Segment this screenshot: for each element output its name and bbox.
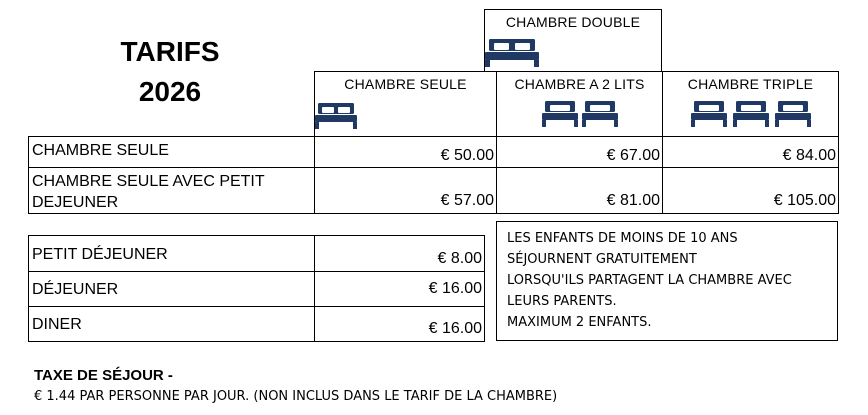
rate-price: € 81.00 <box>606 192 660 209</box>
twin-beds-icon <box>497 99 662 127</box>
header-label: CHAMBRE A 2 LITS <box>514 76 645 92</box>
tax-title: TAXE DE SÉJOUR - <box>34 367 173 384</box>
meal-label: DÉJEUNER <box>28 271 315 307</box>
rate-cell <box>496 136 663 168</box>
children-note-line: MAXIMUM 2 ENFANTS. <box>507 315 652 330</box>
rate-cell <box>662 167 839 214</box>
rate-cell <box>314 167 497 214</box>
triple-beds-icon <box>663 99 838 127</box>
title-line-1: TARIFS <box>120 36 220 67</box>
rate-row-label: CHAMBRE SEULE <box>28 136 315 168</box>
double-bed-icon <box>485 37 661 67</box>
children-note-line: LORSQU'ILS PARTAGENT LA CHAMBRE AVEC <box>507 273 792 288</box>
tax-text: € 1.44 PAR PERSONNE PAR JOUR. (NON INCLUS DANS LE TARIF DE LA CHAMBRE) <box>34 389 558 404</box>
header-chambre-2-lits <box>496 71 663 137</box>
title-line-2: 2026 <box>138 76 202 107</box>
header-chambre-seule <box>314 71 497 137</box>
meal-price-cell <box>314 271 485 307</box>
header-label: CHAMBRE SEULE <box>344 76 467 92</box>
rate-cell <box>662 136 839 168</box>
children-note-line: LES ENFANTS DE MOINS DE 10 ANS <box>507 231 738 246</box>
children-note <box>496 221 838 341</box>
meal-price: € 8.00 <box>437 250 482 267</box>
rate-price: € 57.00 <box>440 192 494 209</box>
children-note-line: LEURS PARENTS. <box>507 294 617 309</box>
rate-price: € 105.00 <box>773 192 836 209</box>
meal-label: PETIT DÉJEUNER <box>28 235 315 272</box>
double-bed-icon <box>315 101 496 129</box>
header-label: CHAMBRE DOUBLE <box>505 14 641 30</box>
header-chambre-double <box>484 9 662 72</box>
rate-row-label: CHAMBRE SEULE AVEC PETIT DEJEUNER <box>28 167 315 214</box>
meal-price: € 16.00 <box>428 280 482 297</box>
rate-price: € 67.00 <box>606 147 660 164</box>
children-note-line: SÉJOURNENT GRATUITEMENT <box>507 252 697 267</box>
meal-price: € 16.00 <box>428 320 482 337</box>
meal-price-cell <box>314 306 485 342</box>
rate-cell <box>496 167 663 214</box>
meal-price-cell <box>314 235 485 272</box>
rate-price: € 84.00 <box>782 147 836 164</box>
meal-label: DINER <box>28 306 315 342</box>
rate-price: € 50.00 <box>440 147 494 164</box>
rate-cell <box>314 136 497 168</box>
header-label: CHAMBRE TRIPLE <box>687 76 814 92</box>
header-chambre-triple <box>662 71 839 137</box>
